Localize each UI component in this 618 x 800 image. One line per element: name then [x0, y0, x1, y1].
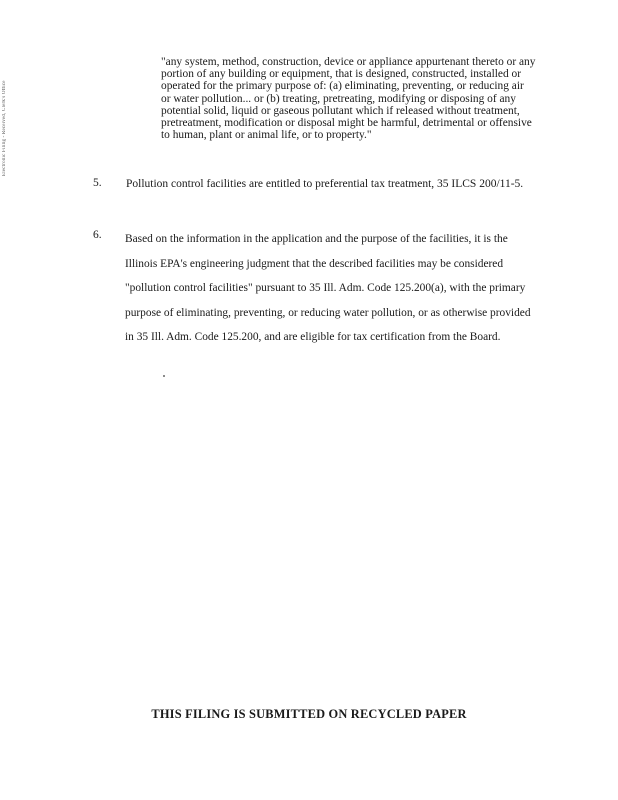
electronic-filing-stamp	[2, 6, 12, 176]
item-5-text: Pollution control facilities are entitled to preferential tax treatment, 35 ILCS 200/11-5.	[126, 178, 524, 190]
side-stamp-text: Electronic Filing - Received, Clerk's Office	[2, 80, 7, 176]
quoted-definition: "any system, method, construction, device or appliance appurtenant thereto or any portion of any building or equipment, that is designed, constructed, installed or operated for the primary purpose of: (a) eliminating, preventing, or reducing air or water pollution... or (b) treating, pretreating, modifying or disposing of any potential solid, liquid or gaseous pollutant which if released without treatment, pretreatment, modification or disposal might be harmful, detrimental or offensive to human, plant or animal life, or to property."	[161, 56, 536, 142]
item-5-number: 5.	[93, 177, 102, 189]
item-6-number: 6.	[93, 229, 102, 241]
item-6-text: Based on the information in the application and the purpose of the facilities, it is the Illinois EPA's engineering judgment that the described facilities may be considered "pollution control facilities" pursuant to 35 Ill. Adm. Code 125.200(a), with the primary purpose of eliminating, preventing, or reducing water pollution, or as otherwise provided in 35 Ill. Adm. Code 125.200, and are eligible for tax certification from the Board.	[125, 233, 531, 343]
recycled-paper-footer: THIS FILING IS SUBMITTED ON RECYCLED PAPER	[151, 707, 467, 721]
stray-mark	[163, 375, 165, 377]
